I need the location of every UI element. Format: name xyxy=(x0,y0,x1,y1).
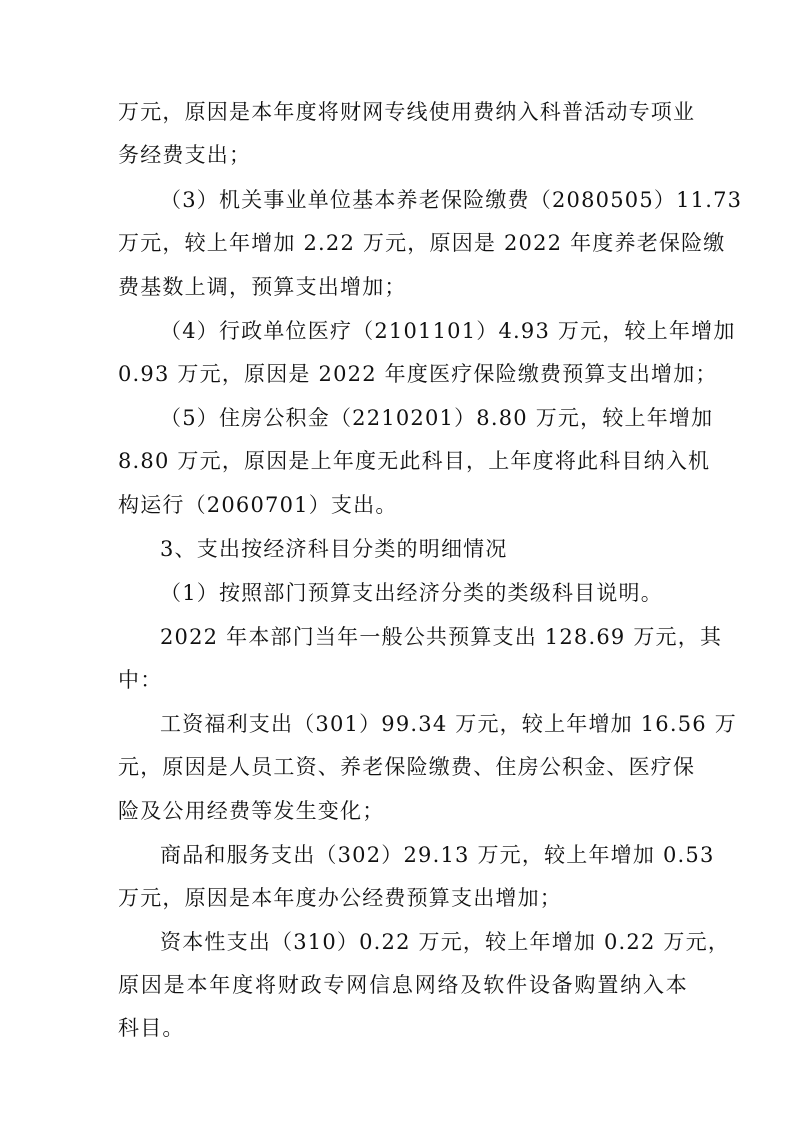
section-heading-3: 3、支出按经济科目分类的明细情况 xyxy=(160,537,508,561)
paragraph-line-17: 险及公用经费等发生变化； xyxy=(118,799,385,823)
paragraph-line-1: 万元，原因是本年度将财网专线使用费纳入科普活动专项业 xyxy=(118,100,696,124)
paragraph-line-10: 构运行（2060701）支出。 xyxy=(118,493,398,517)
paragraph-line-15: 工资福利支出（301）99.34 万元，较上年增加 16.56 万 xyxy=(160,712,737,736)
paragraph-line-4: 万元，较上年增加 2.22 万元，原因是 2022 年度养老保险缴 xyxy=(118,231,726,255)
paragraph-line-5: 费基数上调，预算支出增加； xyxy=(118,275,407,299)
paragraph-line-3: （3）机关事业单位基本养老保险缴费（2080505）11.73 xyxy=(160,188,743,212)
paragraph-line-19: 万元，原因是本年度办公经费预算支出增加； xyxy=(118,886,562,910)
paragraph-line-21: 原因是本年度将财政专网信息网络及软件设备购置纳入本 xyxy=(118,973,688,997)
paragraph-line-9: 8.80 万元，原因是上年度无此科目，上年度将此科目纳入机 xyxy=(118,449,711,473)
paragraph-line-22: 科目。 xyxy=(118,1016,185,1040)
paragraph-line-14: 中： xyxy=(118,668,163,692)
paragraph-line-16: 元，原因是人员工资、养老保险缴费、住房公积金、医疗保 xyxy=(118,755,696,779)
paragraph-line-6: （4）行政单位医疗（2101101）4.93 万元，较上年增加 xyxy=(160,319,736,343)
paragraph-line-8: （5）住房公积金（2210201）8.80 万元，较上年增加 xyxy=(160,406,714,430)
paragraph-line-20: 资本性支出（310）0.22 万元，较上年增加 0.22 万元， xyxy=(160,930,731,954)
subsection-heading-1: （1）按照部门预算支出经济分类的类级科目说明。 xyxy=(160,581,663,605)
paragraph-line-7: 0.93 万元，原因是 2022 年度医疗保险缴费预算支出增加； xyxy=(118,362,718,386)
paragraph-line-13: 2022 年本部门当年一般公共预算支出 128.69 万元，其 xyxy=(160,625,723,649)
paragraph-line-2: 务经费支出； xyxy=(118,143,252,167)
paragraph-line-18: 商品和服务支出（302）29.13 万元，较上年增加 0.53 xyxy=(160,843,715,867)
